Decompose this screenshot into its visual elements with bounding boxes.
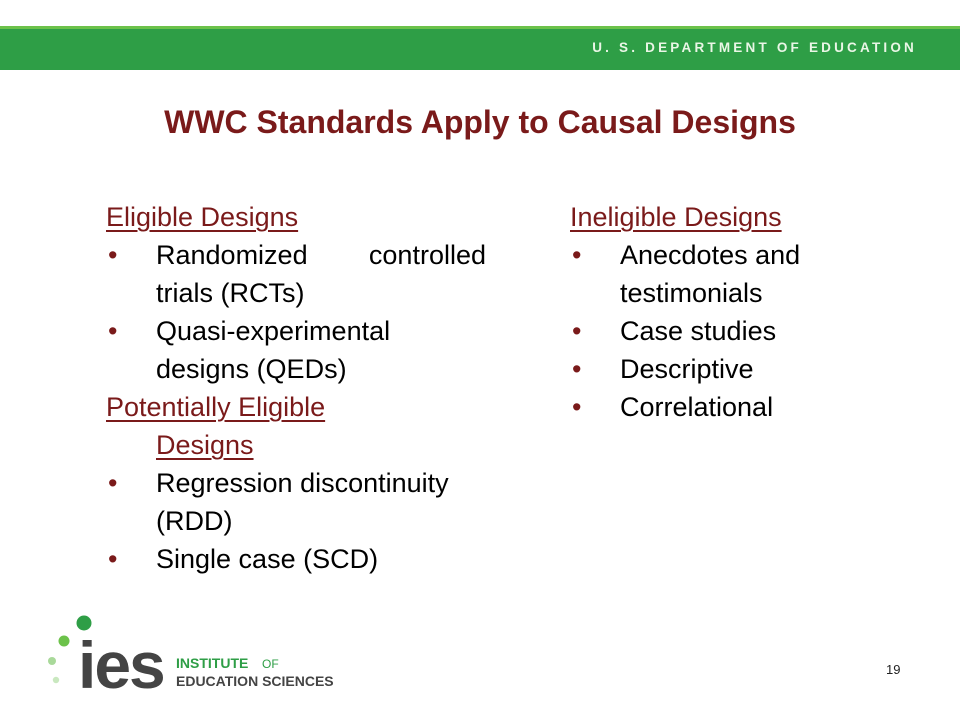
- bullet-icon: •: [572, 354, 582, 384]
- eligible-heading: Eligible Designs: [106, 202, 299, 232]
- slide-title: WWC Standards Apply to Causal Designs: [164, 104, 796, 140]
- ineligible-item: • Case studies: [570, 312, 870, 350]
- logo-dot: [48, 657, 56, 665]
- bullet-icon: •: [108, 240, 118, 270]
- logo-education-sciences-text: EDUCATION SCIENCES: [176, 673, 334, 689]
- department-label: U. S. DEPARTMENT OF EDUCATION: [592, 40, 917, 55]
- eligible-item: • Randomized controlled trials (RCTs): [106, 236, 486, 312]
- bullet-icon: •: [108, 316, 118, 346]
- right-column: [570, 198, 870, 426]
- ineligible-heading: Ineligible Designs: [570, 202, 782, 232]
- ies-logo: [40, 612, 350, 692]
- left-column: [106, 198, 486, 578]
- bullet-icon: •: [108, 468, 118, 498]
- bullet-icon: •: [108, 544, 118, 574]
- bullet-icon: •: [572, 392, 582, 422]
- ineligible-item: • Correlational: [570, 388, 870, 426]
- eligible-item: • Quasi-experimental designs (QEDs): [106, 312, 486, 388]
- bullet-icon: •: [572, 316, 582, 346]
- logo-institute-text: INSTITUTE: [176, 655, 249, 671]
- logo-of-text: OF: [262, 657, 279, 671]
- ineligible-item: • Descriptive: [570, 350, 870, 388]
- ineligible-item: • Anecdotes and testimonials: [570, 236, 870, 312]
- potentially-eligible-item: • Regression discontinuity (RDD): [106, 464, 486, 540]
- bullet-icon: •: [572, 240, 582, 270]
- logo-wordmark: ies: [78, 628, 164, 692]
- page-number: 19: [886, 662, 901, 677]
- header-accent-line: [0, 26, 960, 29]
- potentially-eligible-heading: Potentially Eligible Designs: [106, 392, 326, 460]
- potentially-eligible-item: • Single case (SCD): [106, 540, 486, 578]
- logo-dot: [59, 636, 70, 647]
- logo-dot: [53, 677, 59, 683]
